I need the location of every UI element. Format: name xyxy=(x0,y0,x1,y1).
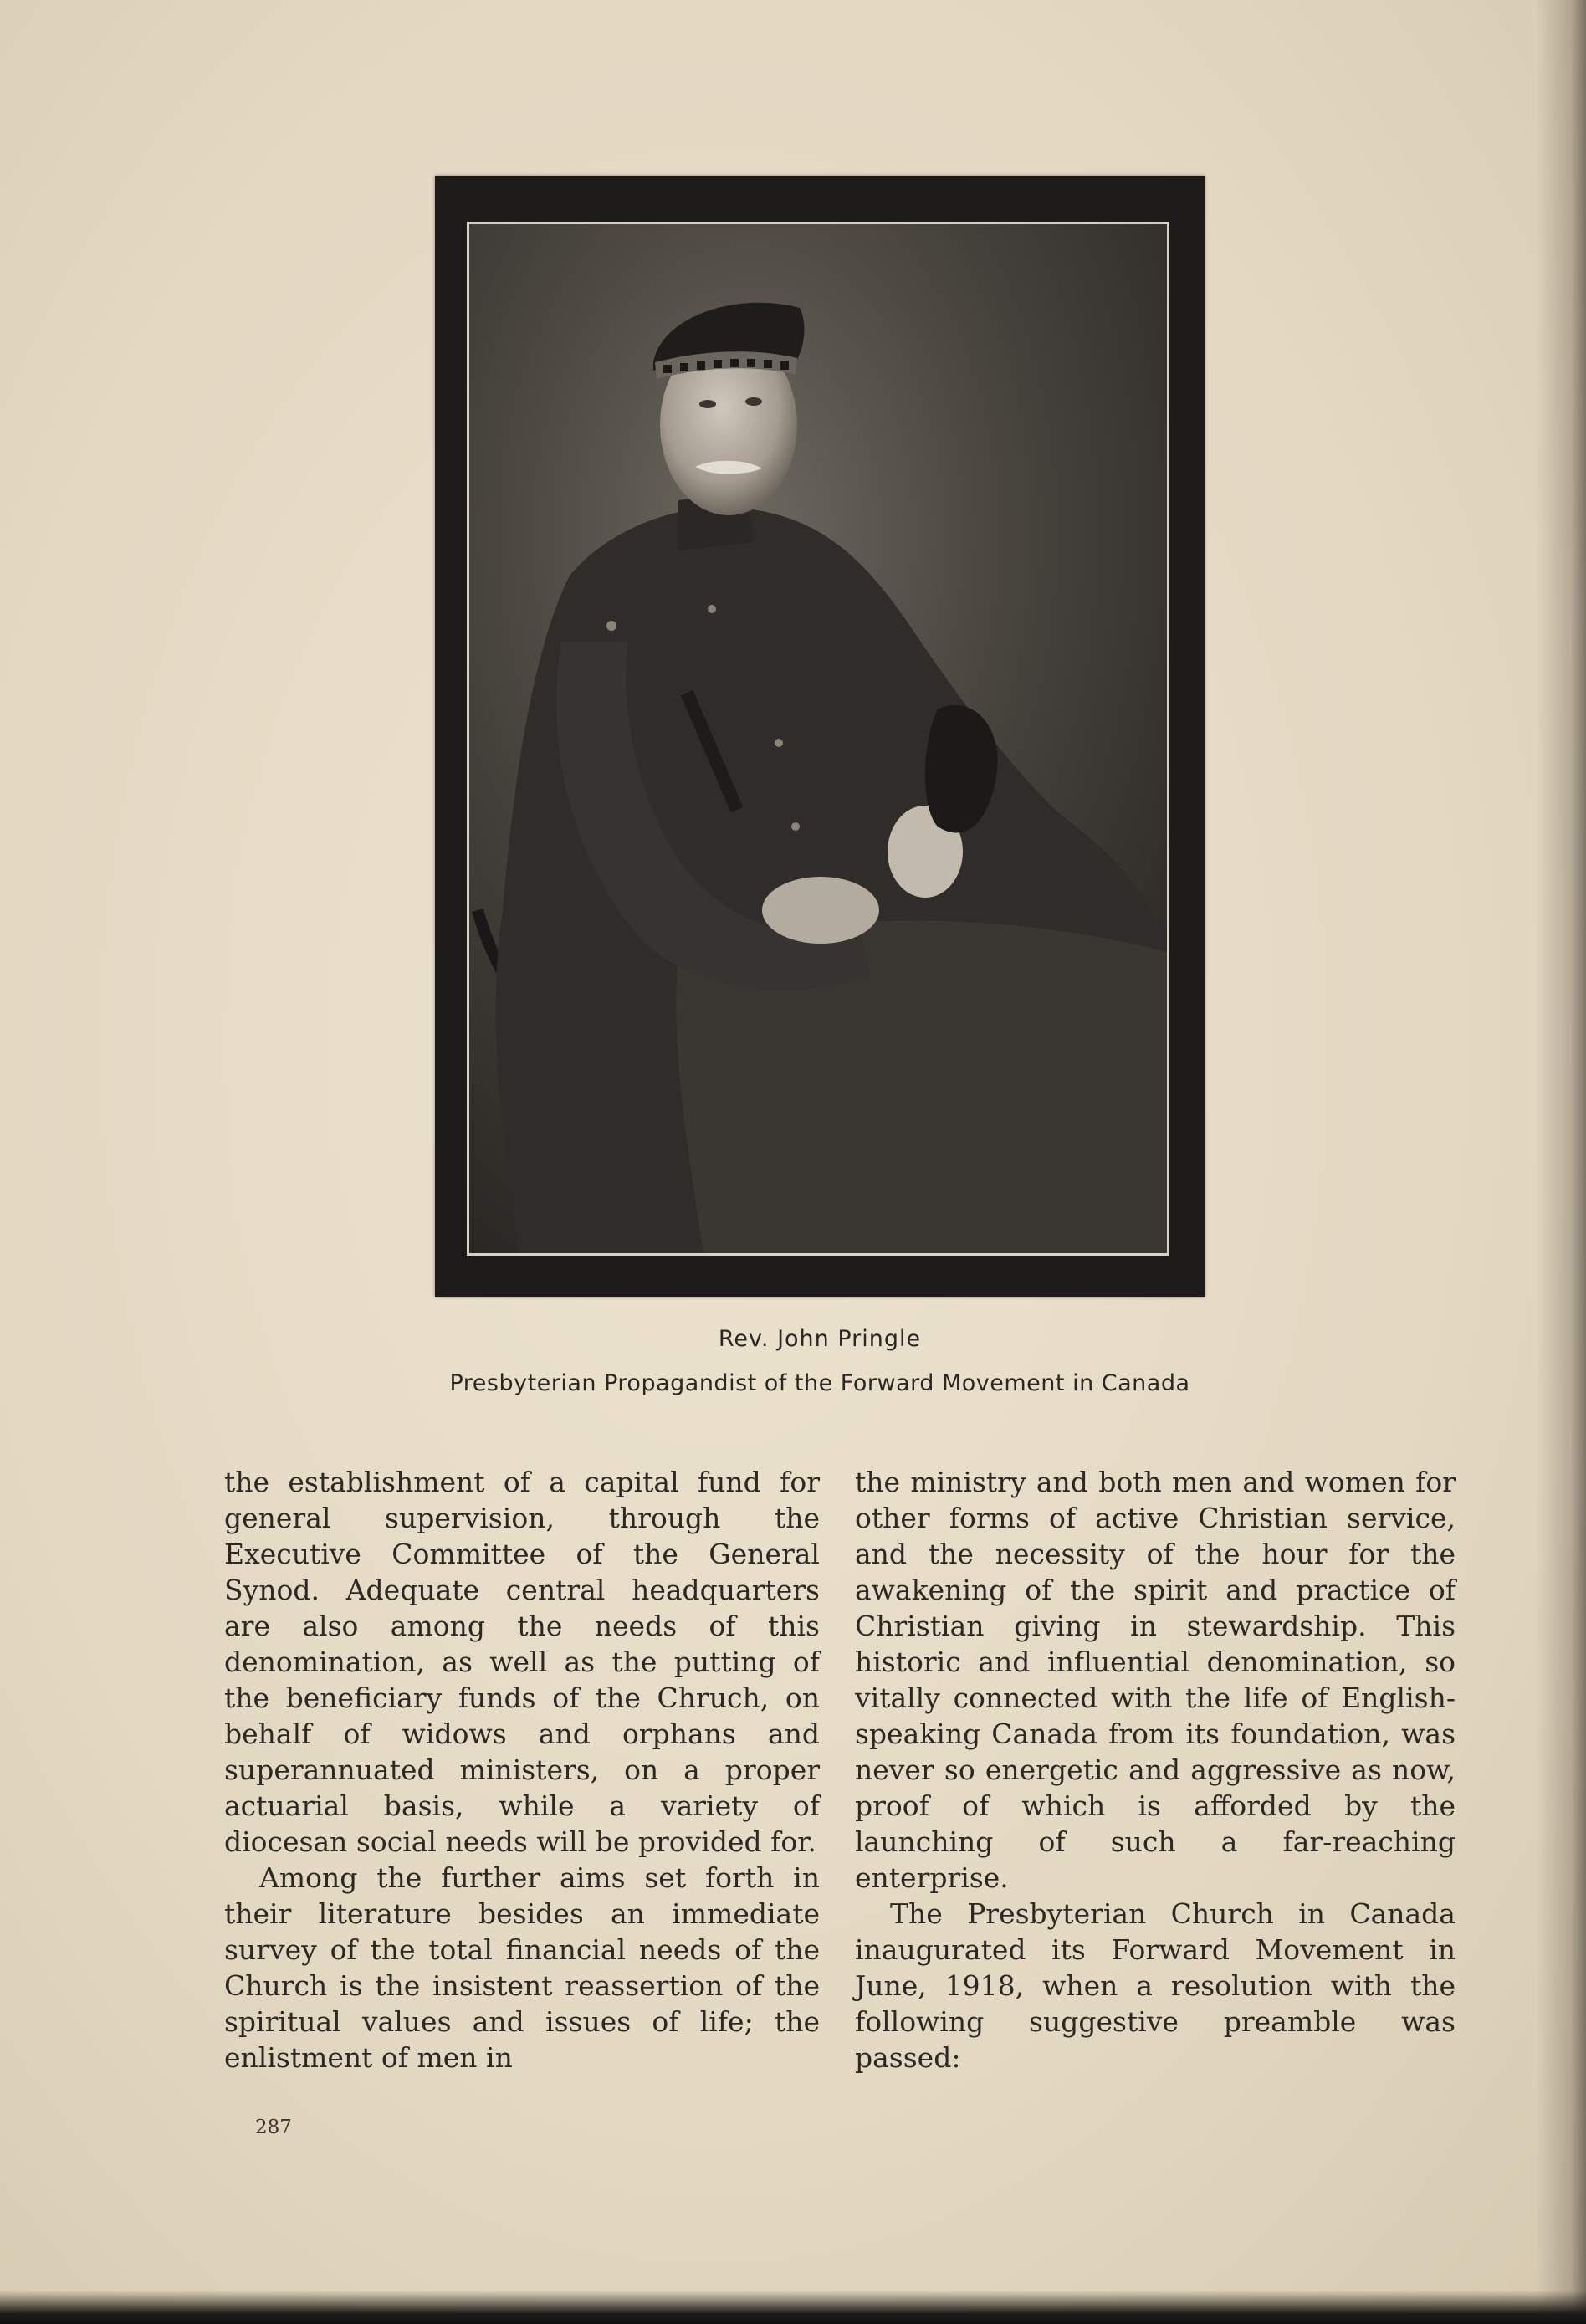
paragraph: The Presbyterian Church in Canada inaugurated its Forward Movement in June, 1918, when a resolution with the following suggestive preamble was passed: xyxy=(855,1897,1456,2074)
left-text-column xyxy=(224,1464,820,2076)
page-edge-shadow xyxy=(1536,0,1586,2324)
photo-caption-name: Rev. John Pringle xyxy=(718,1326,922,1352)
paragraph: the ministry and both men and women for other forms of active Christian service, and the necessity of the hour for the awakening of the spirit and practice of Christian giving in stewardship. This historic and influential denomination, so vitally connected with the life of English-speaking Canada from its foundation, was never so energetic and aggressive as now, proof of which is afforded by the launching of such a far-reaching enterprise. xyxy=(855,1466,1456,1894)
paragraph: the establishment of a capital fund for general supervision, through the Executive Committee of the General Synod. Adequate central headquarters are also among the needs of this denomination, as well as the putting of the beneficiary funds of the Chruch, on behalf of widows and orphans and superannuated ministers, on a proper actuarial basis, while a variety of diocesan social needs will be provided for. xyxy=(224,1466,820,1858)
portrait-photograph xyxy=(435,176,1205,1297)
portrait-image xyxy=(469,224,1167,1253)
page-bottom-shadow xyxy=(0,2291,1586,2324)
photo-frame xyxy=(467,222,1169,1256)
paragraph: Among the further aims set forth in their literature besides an immediate survey of the total financial needs of the Church is the insistent reassertion of the spiritual values and issues of life; the enlistment of men in xyxy=(224,1861,820,2074)
right-text-column xyxy=(855,1464,1456,2076)
page-number: 287 xyxy=(255,2117,292,2138)
photo-caption-title: Presbyterian Propagandist of the Forward Movement in Canada xyxy=(449,1370,1190,1396)
